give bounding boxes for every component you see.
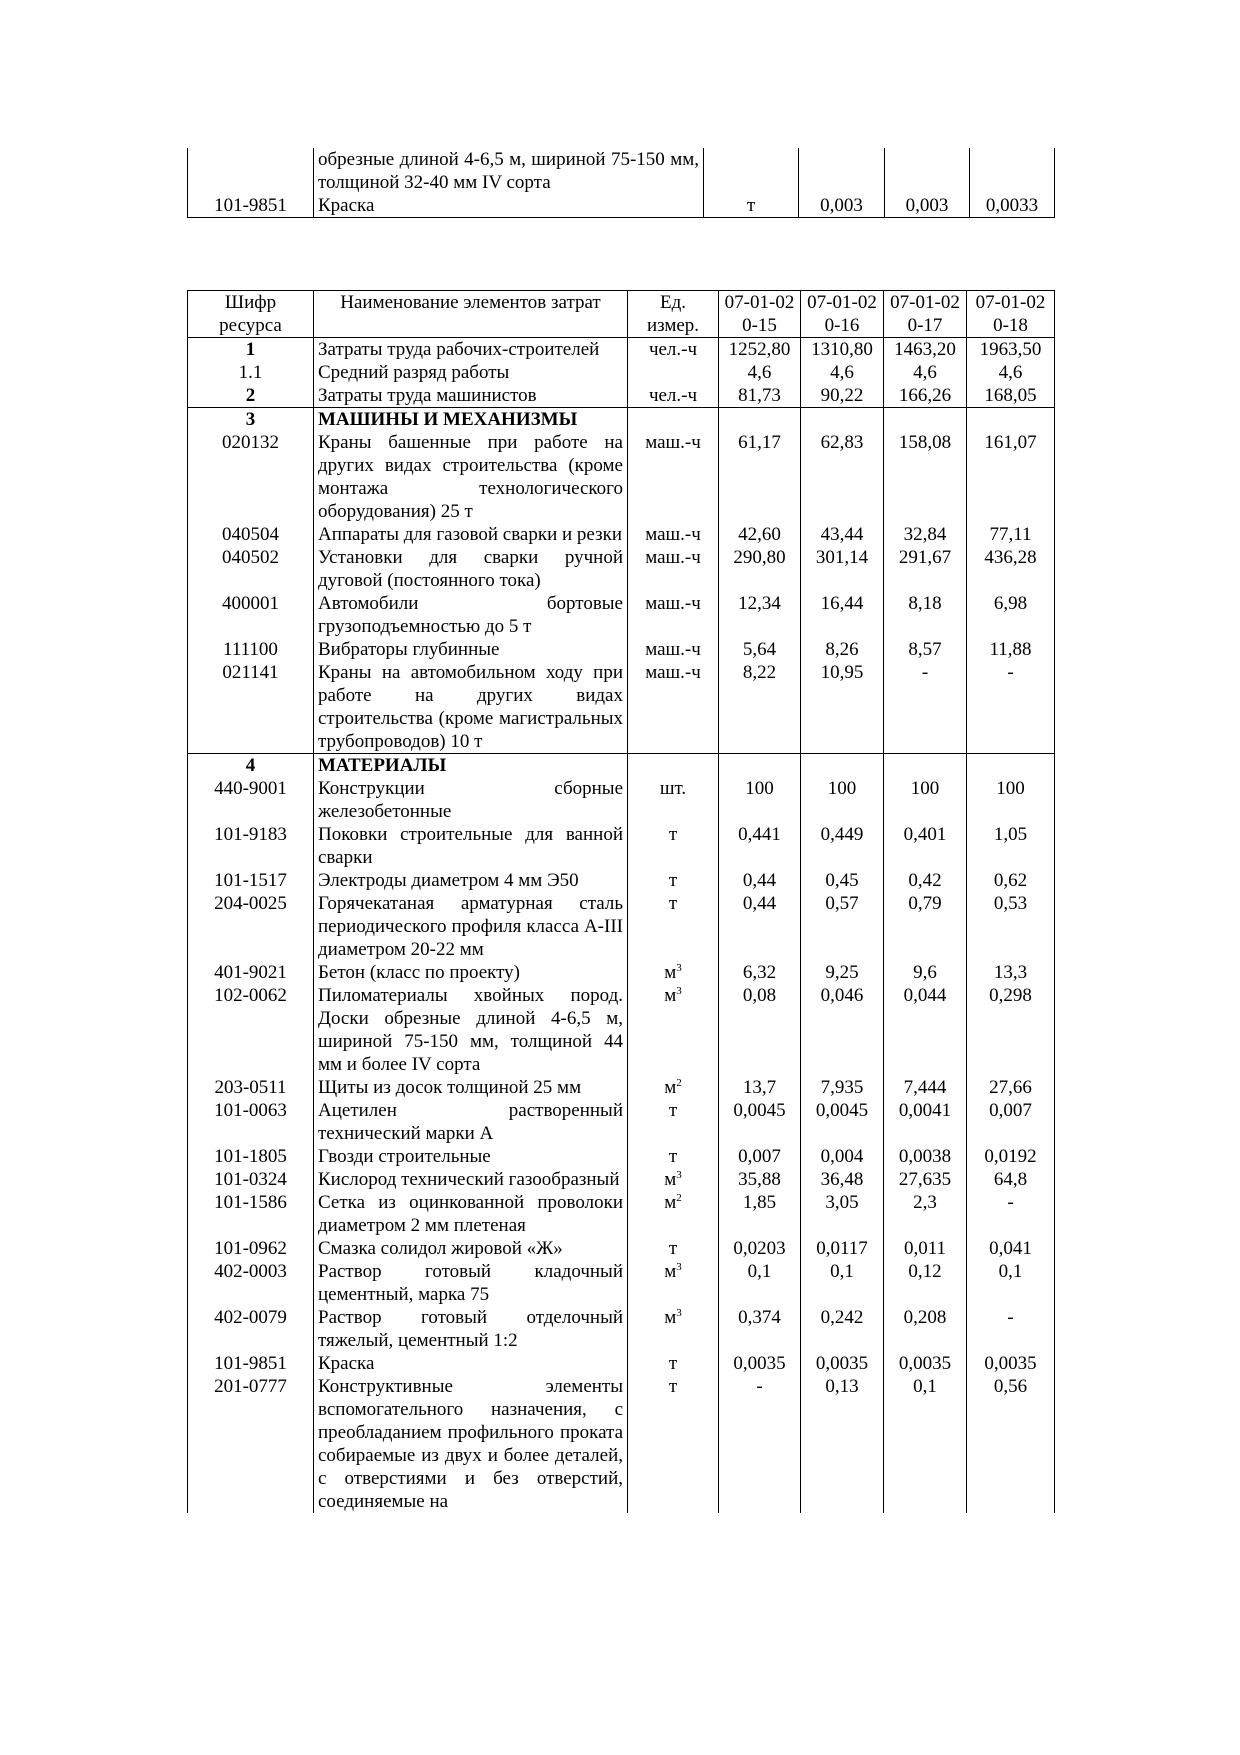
row-unit (628, 661, 719, 754)
row-name: Вибраторы глубинные (314, 638, 628, 661)
fragment-row (188, 194, 1055, 218)
row-value-4: 0,62 (967, 869, 1055, 892)
row-value-3: 0,79 (884, 892, 967, 961)
row-value-1: 0,0203 (719, 1237, 801, 1260)
row-unit (628, 869, 719, 892)
row-value-4: 0,56 (967, 1375, 1055, 1513)
row-unit (628, 1191, 719, 1237)
row-value-2: 0,1 (801, 1260, 884, 1306)
fragment-name-continuation: обрезные длиной 4-6,5 м, шириной 75-150 мм, толщиной 32-40 мм IV сорта (314, 148, 704, 194)
row-value-3: 8,18 (884, 592, 967, 638)
fragment-unit: т (704, 194, 799, 218)
row-value-2: 0,242 (801, 1306, 884, 1352)
row-unit (628, 1168, 719, 1191)
row-code: 440-9001 (188, 777, 314, 823)
row-name: Смазка солидол жировой «Ж» (314, 1237, 628, 1260)
row-value-3: 0,011 (884, 1237, 967, 1260)
row-value-4: - (967, 661, 1055, 754)
row-unit-text: маш.-ч (645, 432, 701, 453)
row-unit-exponent: 3 (676, 985, 682, 997)
row-value-4: - (967, 1191, 1055, 1237)
row-name: Горячекатаная арматурная сталь периодического профиля класса А-III диаметром 20-22 мм (314, 892, 628, 961)
row-code: 111100 (188, 638, 314, 661)
row-value-4 (967, 408, 1055, 432)
row-value-4: 0,53 (967, 892, 1055, 961)
fragment-name: Краска (314, 194, 704, 218)
row-value-2: 0,449 (801, 823, 884, 869)
row-unit (628, 892, 719, 961)
row-code: 1 (188, 338, 314, 362)
row-value-1: 100 (719, 777, 801, 823)
table-row (188, 523, 1055, 546)
row-value-2: 10,95 (801, 661, 884, 754)
row-value-2: 62,83 (801, 431, 884, 523)
row-code: 102-0062 (188, 984, 314, 1076)
row-value-2: 8,26 (801, 638, 884, 661)
row-name: Затраты труда машинистов (314, 384, 628, 408)
table-row (188, 1352, 1055, 1375)
fragment-table (187, 148, 1055, 218)
table-row (188, 892, 1055, 961)
row-value-3: 0,12 (884, 1260, 967, 1306)
row-value-2 (801, 754, 884, 778)
row-code: 101-1586 (188, 1191, 314, 1237)
row-unit (628, 777, 719, 823)
row-unit-text: шт. (659, 778, 687, 799)
row-value-2 (801, 408, 884, 432)
row-code: 201-0777 (188, 1375, 314, 1513)
row-value-1: 6,32 (719, 961, 801, 984)
row-value-3 (884, 754, 967, 778)
header-code: Шифр ресурса (188, 291, 314, 338)
row-value-3: 291,67 (884, 546, 967, 592)
table-row (188, 1191, 1055, 1237)
row-value-2: 9,25 (801, 961, 884, 984)
row-code: 2 (188, 384, 314, 408)
row-value-1: 81,73 (719, 384, 801, 408)
table-row (188, 638, 1055, 661)
row-value-2: 100 (801, 777, 884, 823)
row-value-2: 1310,80 (801, 338, 884, 362)
row-value-1: 0,441 (719, 823, 801, 869)
row-value-4 (967, 754, 1055, 778)
row-value-3: 32,84 (884, 523, 967, 546)
row-value-1: 0,08 (719, 984, 801, 1076)
fragment-code: 101-9851 (188, 194, 314, 218)
row-code: 203-0511 (188, 1076, 314, 1099)
fragment-code-empty (188, 148, 314, 194)
table-row (188, 961, 1055, 984)
row-value-3: 0,42 (884, 869, 967, 892)
section-row (188, 338, 1055, 362)
row-code: 204-0025 (188, 892, 314, 961)
row-value-2: 0,0045 (801, 1099, 884, 1145)
row-unit-text: т (668, 1146, 678, 1167)
row-name: Конструктивные элементы вспомогательного назначения, с преобладанием профильного проката собираемые из двух и более деталей, с отверстиями и без отверстий, соединяемые на (314, 1375, 628, 1513)
row-value-2: 0,0117 (801, 1237, 884, 1260)
row-value-1: 0,0045 (719, 1099, 801, 1145)
row-value-4: 13,3 (967, 961, 1055, 984)
table-row (188, 1168, 1055, 1191)
row-value-2: 0,004 (801, 1145, 884, 1168)
table-row (188, 1145, 1055, 1168)
row-unit-exponent: 3 (676, 962, 682, 974)
row-value-3: 1463,20 (884, 338, 967, 362)
row-name: МАШИНЫ И МЕХАНИЗМЫ (314, 408, 628, 432)
row-unit-exponent: 3 (676, 1307, 682, 1319)
row-code: 101-1517 (188, 869, 314, 892)
row-unit-text: м (664, 1077, 677, 1098)
row-code: 4 (188, 754, 314, 778)
row-value-2: 43,44 (801, 523, 884, 546)
row-unit-text: м (664, 1261, 677, 1282)
row-code: 101-0063 (188, 1099, 314, 1145)
row-unit-text: м (664, 1192, 677, 1213)
row-name: Установки для сварки ручной дуговой (постоянного тока) (314, 546, 628, 592)
row-code: 400001 (188, 592, 314, 638)
fragment-value-2: 0,003 (885, 194, 970, 218)
row-name: Автомобили бортовые грузоподъемностью до 5 т (314, 592, 628, 638)
row-name: Краска (314, 1352, 628, 1375)
row-value-4: 0,0192 (967, 1145, 1055, 1168)
row-value-3: 0,0035 (884, 1352, 967, 1375)
row-unit (628, 1237, 719, 1260)
row-code: 101-9851 (188, 1352, 314, 1375)
row-name: Конструкции сборные железобетонные (314, 777, 628, 823)
row-unit-text: маш.-ч (645, 662, 701, 683)
row-name: Ацетилен растворенный технический марки А (314, 1099, 628, 1145)
row-unit (628, 546, 719, 592)
row-value-3: 158,08 (884, 431, 967, 523)
row-unit (628, 523, 719, 546)
row-unit-text: м (664, 962, 677, 983)
table-row (188, 1375, 1055, 1513)
row-value-4: 100 (967, 777, 1055, 823)
row-value-3: 7,444 (884, 1076, 967, 1099)
row-value-3: 2,3 (884, 1191, 967, 1237)
row-value-1: 0,374 (719, 1306, 801, 1352)
row-value-3: 0,208 (884, 1306, 967, 1352)
row-code: 1.1 (188, 361, 314, 384)
row-value-3: 27,635 (884, 1168, 967, 1191)
row-unit-text: т (668, 1100, 678, 1121)
row-unit (628, 754, 719, 778)
row-value-1: 42,60 (719, 523, 801, 546)
row-unit-text: м (664, 1169, 677, 1190)
row-name: Затраты труда рабочих-строителей (314, 338, 628, 362)
row-value-3: 0,1 (884, 1375, 967, 1513)
fragment-value-1: 0,003 (799, 194, 885, 218)
row-value-4: 1,05 (967, 823, 1055, 869)
row-name: Щиты из досок толщиной 25 мм (314, 1076, 628, 1099)
row-name: Краны башенные при работе на других видах строительства (кроме монтажа технологического оборудования) 25 т (314, 431, 628, 523)
row-name: Средний разряд работы (314, 361, 628, 384)
row-value-1: 0,0035 (719, 1352, 801, 1375)
row-name: Раствор готовый отделочный тяжелый, цементный 1:2 (314, 1306, 628, 1352)
row-code: 101-1805 (188, 1145, 314, 1168)
header-col-3: 07-01-020-17 (884, 291, 967, 338)
row-unit-text: т (668, 870, 678, 891)
row-code: 401-9021 (188, 961, 314, 984)
row-value-1: 290,80 (719, 546, 801, 592)
row-unit-text: т (668, 824, 678, 845)
row-unit-text: м (664, 985, 677, 1006)
header-col-2: 07-01-020-16 (801, 291, 884, 338)
row-unit (628, 361, 719, 384)
row-unit-exponent: 2 (676, 1077, 682, 1089)
row-name: Аппараты для газовой сварки и резки (314, 523, 628, 546)
row-code: 040504 (188, 523, 314, 546)
row-name: Гвозди строительные (314, 1145, 628, 1168)
table-row (188, 546, 1055, 592)
row-name: МАТЕРИАЛЫ (314, 754, 628, 778)
row-unit (628, 1145, 719, 1168)
row-value-1: 8,22 (719, 661, 801, 754)
row-value-1: 1252,80 (719, 338, 801, 362)
header-col-4: 07-01-020-18 (967, 291, 1055, 338)
row-value-2: 16,44 (801, 592, 884, 638)
table-row (188, 823, 1055, 869)
row-value-1: 0,44 (719, 892, 801, 961)
row-value-4: 0,1 (967, 1260, 1055, 1306)
row-value-3: 9,6 (884, 961, 967, 984)
table-row (188, 592, 1055, 638)
row-code: 021141 (188, 661, 314, 754)
row-unit-text: чел.-ч (648, 339, 698, 360)
row-name: Краны на автомобильном ходу при работе на других видах строительства (кроме магистральных трубопроводов) 10 т (314, 661, 628, 754)
row-value-4: 161,07 (967, 431, 1055, 523)
row-code: 402-0079 (188, 1306, 314, 1352)
row-value-1: 61,17 (719, 431, 801, 523)
row-value-2: 0,046 (801, 984, 884, 1076)
row-unit (628, 1352, 719, 1375)
row-value-2: 90,22 (801, 384, 884, 408)
row-unit-text: т (668, 1238, 678, 1259)
row-code: 3 (188, 408, 314, 432)
table-row (188, 984, 1055, 1076)
row-value-2: 0,57 (801, 892, 884, 961)
row-value-2: 3,05 (801, 1191, 884, 1237)
table-row (188, 777, 1055, 823)
row-unit-text: маш.-ч (645, 593, 701, 614)
row-value-4: 1963,50 (967, 338, 1055, 362)
row-unit (628, 408, 719, 432)
row-value-3: 0,401 (884, 823, 967, 869)
row-unit-text: т (668, 893, 678, 914)
row-value-3: 0,0041 (884, 1099, 967, 1145)
row-code: 402-0003 (188, 1260, 314, 1306)
row-value-4: 0,041 (967, 1237, 1055, 1260)
row-unit (628, 1306, 719, 1352)
row-value-1: 13,7 (719, 1076, 801, 1099)
header-name: Наименование элементов затрат (314, 291, 628, 338)
table-row (188, 1260, 1055, 1306)
table-row (188, 1099, 1055, 1145)
row-unit (628, 1099, 719, 1145)
row-unit-text: т (668, 1353, 678, 1374)
row-value-4: 0,007 (967, 1099, 1055, 1145)
table-body (188, 338, 1055, 1514)
row-value-3 (884, 408, 967, 432)
resource-table (187, 290, 1055, 1513)
row-value-4: 77,11 (967, 523, 1055, 546)
row-value-3: 100 (884, 777, 967, 823)
row-unit-text: маш.-ч (645, 524, 701, 545)
row-code: 040502 (188, 546, 314, 592)
row-value-3: - (884, 661, 967, 754)
row-name: Кислород технический газообразный (314, 1168, 628, 1191)
table-row (188, 661, 1055, 754)
row-unit-text: чел.-ч (648, 385, 698, 406)
table-row (188, 1306, 1055, 1352)
row-unit-text: т (668, 1376, 678, 1397)
row-unit (628, 338, 719, 362)
fragment-continuation-row (188, 148, 1055, 194)
row-unit (628, 984, 719, 1076)
row-value-1: 12,34 (719, 592, 801, 638)
row-value-1: 4,6 (719, 361, 801, 384)
row-value-4: 64,8 (967, 1168, 1055, 1191)
row-value-1: 0,44 (719, 869, 801, 892)
table-row (188, 431, 1055, 523)
row-value-2: 7,935 (801, 1076, 884, 1099)
row-value-4: 4,6 (967, 361, 1055, 384)
row-name: Раствор готовый кладочный цементный, марка 75 (314, 1260, 628, 1306)
row-unit-exponent: 3 (676, 1169, 682, 1181)
row-unit (628, 384, 719, 408)
section-row (188, 754, 1055, 778)
row-unit-text: маш.-ч (645, 547, 701, 568)
row-value-4: 6,98 (967, 592, 1055, 638)
row-value-2: 0,45 (801, 869, 884, 892)
row-value-4: 11,88 (967, 638, 1055, 661)
row-value-4: - (967, 1306, 1055, 1352)
row-value-1: 35,88 (719, 1168, 801, 1191)
row-unit (628, 1076, 719, 1099)
row-code: 101-0962 (188, 1237, 314, 1260)
row-value-4: 0,0035 (967, 1352, 1055, 1375)
row-value-1: 5,64 (719, 638, 801, 661)
table-row (188, 869, 1055, 892)
section-row (188, 408, 1055, 432)
row-code: 101-0324 (188, 1168, 314, 1191)
row-value-1: - (719, 1375, 801, 1513)
row-value-3: 4,6 (884, 361, 967, 384)
row-value-4: 27,66 (967, 1076, 1055, 1099)
row-unit-text: маш.-ч (645, 639, 701, 660)
row-unit (628, 1375, 719, 1513)
table-row (188, 384, 1055, 408)
row-code: 101-9183 (188, 823, 314, 869)
row-value-2: 0,13 (801, 1375, 884, 1513)
row-value-3: 166,26 (884, 384, 967, 408)
row-value-1 (719, 408, 801, 432)
row-name: Поковки строительные для ванной сварки (314, 823, 628, 869)
row-unit-exponent: 3 (676, 1261, 682, 1273)
row-code: 020132 (188, 431, 314, 523)
row-name: Электроды диаметром 4 мм Э50 (314, 869, 628, 892)
row-name: Пиломатериалы хвойных пород. Доски обрезные длиной 4-6,5 м, шириной 75-150 мм, толщиной 44 мм и более IV сорта (314, 984, 628, 1076)
table-row (188, 361, 1055, 384)
row-value-4: 436,28 (967, 546, 1055, 592)
row-unit (628, 1260, 719, 1306)
row-value-4: 0,298 (967, 984, 1055, 1076)
row-value-2: 301,14 (801, 546, 884, 592)
header-unit: Ед. измер. (628, 291, 719, 338)
row-value-1: 0,007 (719, 1145, 801, 1168)
row-unit (628, 961, 719, 984)
row-unit (628, 823, 719, 869)
row-value-2: 4,6 (801, 361, 884, 384)
table-row (188, 1076, 1055, 1099)
fragment-value-3: 0,0033 (970, 194, 1055, 218)
table-header-row (188, 291, 1055, 338)
row-value-2: 0,0035 (801, 1352, 884, 1375)
row-value-4: 168,05 (967, 384, 1055, 408)
row-name: Бетон (класс по проекту) (314, 961, 628, 984)
row-value-3: 0,044 (884, 984, 967, 1076)
row-unit (628, 638, 719, 661)
row-unit-exponent: 2 (676, 1192, 682, 1204)
row-unit (628, 431, 719, 523)
row-value-2: 36,48 (801, 1168, 884, 1191)
row-name: Сетка из оцинкованной проволоки диаметром 2 мм плетеная (314, 1191, 628, 1237)
header-col-1: 07-01-020-15 (719, 291, 801, 338)
row-value-1: 0,1 (719, 1260, 801, 1306)
row-unit (628, 592, 719, 638)
row-value-1 (719, 754, 801, 778)
row-value-1: 1,85 (719, 1191, 801, 1237)
table-row (188, 1237, 1055, 1260)
row-value-3: 0,0038 (884, 1145, 967, 1168)
row-value-3: 8,57 (884, 638, 967, 661)
row-unit-text: м (664, 1307, 677, 1328)
